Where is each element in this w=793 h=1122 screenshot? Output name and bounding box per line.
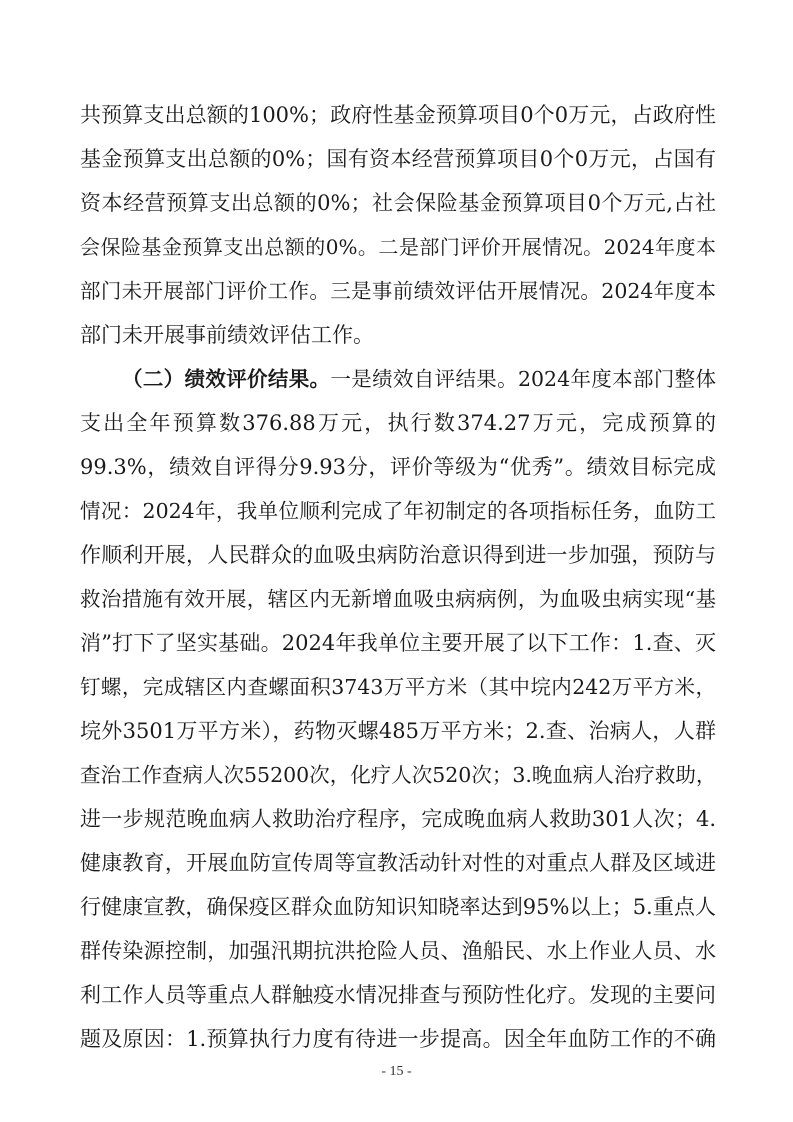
paragraph-line: 进一步规范晚血病人救助治疗程序，完成晚血病人救助301人次；4. bbox=[80, 807, 716, 831]
paragraph-line: 部门未开展部门评价工作。三是事前绩效评估开展情况。2024年度本 bbox=[80, 279, 716, 303]
paragraph-line: 部门未开展事前绩效评估工作。 bbox=[80, 323, 374, 347]
paragraph-line: 作顺利开展，人民群众的血吸虫病防治意识得到进一步加强，预防与 bbox=[80, 543, 716, 567]
paragraph-line: 健康教育，开展血防宣传周等宣教活动针对性的对重点人群及区域进 bbox=[80, 851, 716, 875]
paragraph-line: 支出全年预算数376.88万元，执行数374.27万元，完成预算的 bbox=[80, 411, 716, 435]
paragraph-line: 查治工作查病人次55200次，化疗人次520次；3.晚血病人治疗救助， bbox=[80, 763, 717, 787]
paragraph-line: 题及原因：1.预算执行力度有待进一步提高。因全年血防工作的不确 bbox=[80, 1027, 716, 1051]
paragraph-line: 消”打下了坚实基础。2024年我单位主要开展了以下工作：1.查、灭 bbox=[80, 631, 716, 655]
paragraph-line: 情况：2024年，我单位顺利完成了年初制定的各项指标任务，血防工 bbox=[80, 499, 716, 523]
paragraph-line: 垸外3501万平方米），药物灭螺485万平方米；2.查、治病人，人群 bbox=[80, 719, 716, 743]
paragraph-line: 99.3%，绩效自评得分9.93分，评价等级为“优秀”。绩效目标完成 bbox=[80, 455, 716, 479]
paragraph-line: 共预算支出总额的100%；政府性基金预算项目0个0万元，占政府性 bbox=[80, 103, 716, 127]
paragraph-line: 行健康宣教，确保疫区群众血防知识知晓率达到95%以上；5.重点人 bbox=[80, 895, 716, 919]
paragraph-line: 救治措施有效开展，辖区内无新增血吸虫病病例，为血吸虫病实现“基 bbox=[80, 587, 716, 611]
paragraph-line: 钉螺，完成辖区内查螺面积3743万平方米（其中垸内242万平方米， bbox=[80, 675, 716, 699]
paragraph-line: 资本经营预算支出总额的0%；社会保险基金预算项目0个万元,占社 bbox=[80, 191, 716, 215]
page-number: - 15 - bbox=[381, 1064, 412, 1079]
paragraph-line: 基金预算支出总额的0%；国有资本经营预算项目0个0万元，占国有 bbox=[80, 147, 716, 171]
section-first-line-text: 一是绩效自评结果。2024年度本部门整体 bbox=[330, 367, 717, 391]
paragraph-line: 群传染源控制，加强汛期抗洪抢险人员、渔船民、水上作业人员、水 bbox=[80, 939, 716, 963]
section-heading: （二）绩效评价结果。 bbox=[122, 367, 331, 391]
paragraph-line: 会保险基金预算支出总额的0%。二是部门评价开展情况。2024年度本 bbox=[80, 235, 716, 259]
paragraph-line: 利工作人员等重点人群触疫水情况排查与预防性化疗。发现的主要问 bbox=[80, 983, 716, 1007]
section-first-line bbox=[122, 361, 716, 397]
